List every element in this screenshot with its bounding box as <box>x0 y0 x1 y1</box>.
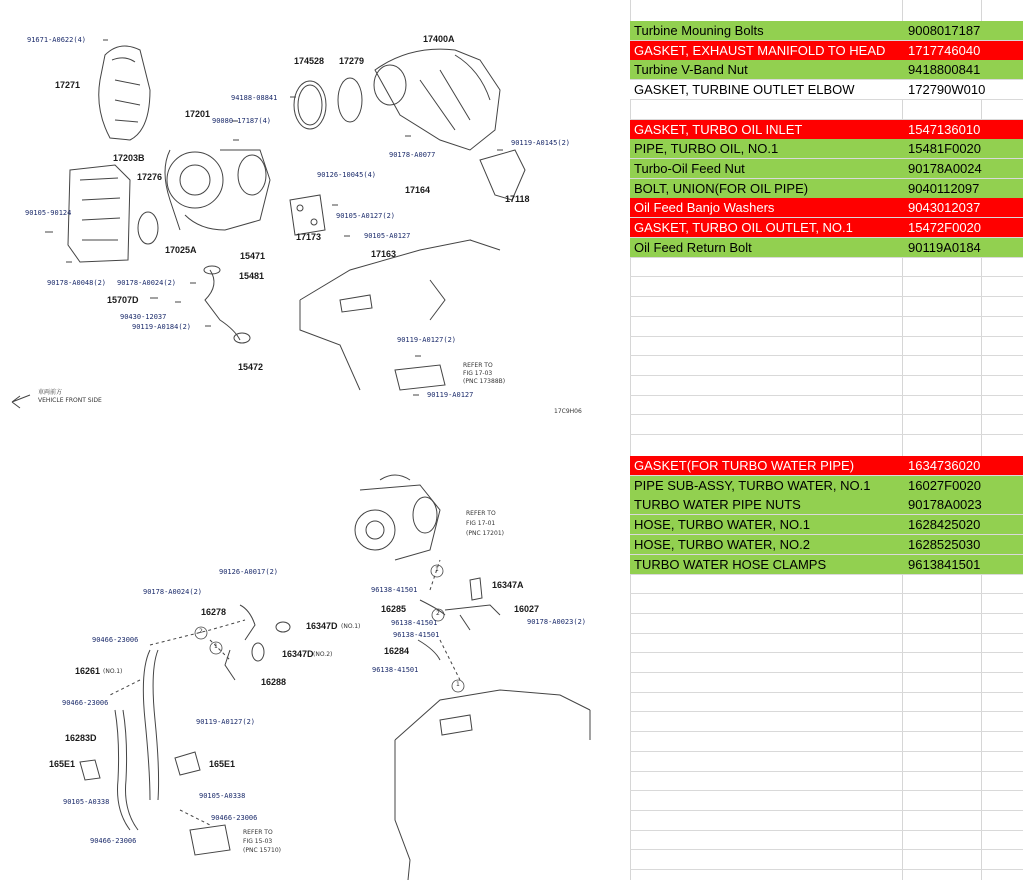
parts-row[interactable] <box>630 100 1023 120</box>
part-label-90105-a0338-right: 90105-A0338 <box>199 792 246 800</box>
refer-to-bottom: REFER TO <box>243 829 273 836</box>
part-label-90178-a0077: 90178-A0077 <box>389 151 436 159</box>
empty-row[interactable] <box>630 830 1023 850</box>
part-note-16261-no1: (NO.1) <box>103 668 123 675</box>
empty-row[interactable] <box>630 376 1023 396</box>
part-number-cell[interactable]: 15481F0020 <box>908 141 982 157</box>
turbo-water-diagram <box>0 440 630 880</box>
part-number-cell[interactable]: 16027F0020 <box>908 477 982 493</box>
empty-row[interactable] <box>630 356 1023 376</box>
part-name-cell[interactable]: HOSE, TURBO WATER, NO.2 <box>634 536 811 552</box>
empty-row[interactable] <box>630 257 1023 277</box>
part-label-90178-a0048: 90178-A0048(2) <box>47 279 107 287</box>
part-label-90105-a0338-left: 90105-A0338 <box>63 798 110 806</box>
part-label-90466-23006-a: 90466-23006 <box>92 636 139 644</box>
part-label-96138-41501-a: 96138-41501 <box>371 586 418 594</box>
refer-pnc-bottom: (PNC 15710) <box>243 847 281 854</box>
parts-row[interactable] <box>630 198 1023 218</box>
empty-row[interactable] <box>630 594 1023 614</box>
part-name-cell[interactable]: Turbo-Oil Feed Nut <box>634 160 745 176</box>
part-number-cell[interactable]: 90178A0023 <box>908 497 982 513</box>
empty-row[interactable] <box>630 653 1023 673</box>
empty-row[interactable] <box>630 574 1023 594</box>
part-label-91671-a0622: 91671-A0622(4) <box>27 36 87 44</box>
parts-row[interactable] <box>630 218 1023 238</box>
part-number-cell[interactable]: 1628425020 <box>908 517 981 533</box>
direction-label-jp: 車両前方 <box>38 389 63 396</box>
part-name-cell[interactable]: GASKET, EXHAUST MANIFOLD TO HEAD <box>634 42 886 58</box>
parts-row[interactable] <box>630 555 1023 575</box>
parts-row[interactable] <box>630 238 1023 258</box>
part-label-90178-a0024: 90178-A0024(2) <box>143 588 203 596</box>
callout-1b: 1 <box>456 681 460 688</box>
part-label-90119-a0127-2: 90119-A0127(2) <box>397 336 457 344</box>
part-name-cell[interactable]: TURBO WATER HOSE CLAMPS <box>634 556 827 572</box>
part-label-16027: 16027 <box>514 604 540 614</box>
part-label-90466-23006-c: 90466-23006 <box>211 814 258 822</box>
refer-fig-bottom: FIG 15-03 <box>243 838 273 845</box>
empty-row[interactable] <box>630 732 1023 752</box>
refer-pnc-top: (PNC 17201) <box>466 530 504 537</box>
turbo-water-drawing <box>0 440 630 880</box>
empty-row[interactable] <box>630 277 1023 297</box>
parts-row[interactable] <box>630 515 1023 535</box>
parts-row[interactable] <box>630 60 1023 80</box>
part-label-17271: 17271 <box>55 80 81 90</box>
parts-row[interactable] <box>630 80 1023 100</box>
part-number-cell[interactable]: 9043012037 <box>908 200 981 216</box>
part-label-17400a: 17400A <box>423 34 455 44</box>
part-label-17276: 17276 <box>137 172 163 182</box>
part-name-cell[interactable]: Oil Feed Return Bolt <box>634 239 752 255</box>
part-label-90119-a0127: 90119-A0127 <box>427 391 474 399</box>
part-note-no2: (NO.2) <box>313 651 333 658</box>
figure-code: 17C9H06 <box>554 408 582 415</box>
part-number-cell[interactable]: 9613841501 <box>908 556 981 572</box>
parts-row[interactable] <box>630 139 1023 159</box>
part-label-90105-a0127: 90105-A0127 <box>364 232 411 240</box>
part-number-cell[interactable]: 172790W010 <box>908 82 986 98</box>
empty-row[interactable] <box>630 771 1023 791</box>
part-name-cell[interactable]: Turbine V-Band Nut <box>634 62 748 78</box>
part-label-17173: 17173 <box>296 232 322 242</box>
part-label-90430-12037: 90430-12037 <box>120 313 167 321</box>
callout-1c: 1 <box>214 643 218 650</box>
part-label-90178-a0023: 90178-A0023(2) <box>527 618 587 626</box>
part-label-174528: 174528 <box>294 56 325 66</box>
part-number-cell[interactable]: 15472F0020 <box>908 220 982 235</box>
part-name-cell[interactable]: GASKET, TURBO OIL INLET <box>634 121 803 137</box>
part-label-17201: 17201 <box>185 109 211 119</box>
refer-pnc-label: (PNC 17388B) <box>463 378 506 385</box>
empty-row[interactable] <box>630 395 1023 415</box>
part-label-90105-90124: 90105-90124 <box>25 209 72 217</box>
part-number-cell[interactable]: 9418800841 <box>908 62 981 78</box>
part-number-cell[interactable]: 9008017187 <box>908 23 981 38</box>
part-label-15471: 15471 <box>240 251 266 261</box>
part-label-96138-41501-b: 96138-41501 <box>391 619 438 627</box>
part-label-15472: 15472 <box>238 362 264 372</box>
parts-spreadsheet <box>630 0 1023 880</box>
empty-row[interactable] <box>630 791 1023 811</box>
part-label-16284: 16284 <box>384 646 410 656</box>
part-label-94188-08841: 94188-08841 <box>231 94 278 102</box>
part-label-90105-a0127-2: 90105-A0127(2) <box>336 212 396 220</box>
refer-to-top: REFER TO <box>466 510 496 517</box>
part-label-16283d: 16283D <box>65 733 97 743</box>
empty-row[interactable] <box>630 415 1023 435</box>
part-name-cell[interactable]: GASKET(FOR TURBO WATER PIPE) <box>634 458 855 473</box>
empty-row[interactable] <box>630 633 1023 653</box>
callout-2a: 2 <box>436 610 440 617</box>
empty-row[interactable] <box>630 712 1023 732</box>
part-note-no1: (NO.1) <box>341 623 361 630</box>
empty-row[interactable] <box>630 614 1023 634</box>
empty-row[interactable] <box>630 336 1023 356</box>
part-number-cell[interactable]: 1547136010 <box>908 121 981 137</box>
part-label-90119-a0127: 90119-A0127(2) <box>196 718 256 726</box>
parts-row[interactable] <box>630 179 1023 199</box>
part-label-90126-a0017: 90126-A0017(2) <box>219 568 279 576</box>
part-label-15481: 15481 <box>239 271 265 281</box>
part-name-cell[interactable]: Turbine Mouning Bolts <box>634 23 764 38</box>
part-label-16285: 16285 <box>381 604 407 614</box>
refer-fig-top: FIG 17-01 <box>466 520 496 527</box>
part-number-cell[interactable]: 9040112097 <box>908 180 980 196</box>
parts-row[interactable] <box>630 535 1023 555</box>
refer-fig-label: FIG 17-03 <box>463 370 493 377</box>
empty-row[interactable] <box>630 673 1023 693</box>
empty-row[interactable] <box>630 850 1023 870</box>
parts-row[interactable] <box>630 21 1023 41</box>
part-label-16261: 16261 <box>75 666 101 676</box>
part-label-90466-23006-d: 90466-23006 <box>90 837 137 845</box>
part-label-16288: 16288 <box>261 677 287 687</box>
part-name-cell[interactable]: BOLT, UNION(FOR OIL PIPE) <box>634 180 809 196</box>
parts-row[interactable] <box>630 41 1023 61</box>
part-number-cell[interactable]: 1717746040 <box>908 42 981 58</box>
part-label-90466-23006-b: 90466-23006 <box>62 699 109 707</box>
part-label-16347d-2: 16347D <box>282 649 314 659</box>
parts-row[interactable] <box>630 159 1023 179</box>
parts-row[interactable] <box>630 476 1023 496</box>
part-label-90119-a0184: 90119-A0184(2) <box>132 323 192 331</box>
empty-row[interactable] <box>630 692 1023 712</box>
part-label-16347a: 16347A <box>492 580 524 590</box>
part-label-17203b: 17203B <box>113 153 145 163</box>
part-name-cell[interactable]: GASKET, TURBO OIL OUTLET, NO.1 <box>634 220 853 235</box>
part-label-90119-a0145: 90119-A0145(2) <box>511 139 571 147</box>
parts-row[interactable] <box>630 456 1023 476</box>
part-label-17164: 17164 <box>405 185 431 195</box>
part-label-17025a: 17025A <box>165 245 197 255</box>
part-name-cell[interactable]: Oil Feed Banjo Washers <box>634 200 775 216</box>
part-name-cell[interactable]: HOSE, TURBO WATER, NO.1 <box>634 517 811 533</box>
part-label-165e1-right: 165E1 <box>209 759 236 769</box>
part-label-16347d-1: 16347D <box>306 621 338 631</box>
part-name-cell[interactable]: PIPE SUB-ASSY, TURBO WATER, NO.1 <box>634 477 871 493</box>
part-label-96138-41501-c: 96138-41501 <box>393 631 440 639</box>
part-label-16278: 16278 <box>201 607 227 617</box>
part-number-cell[interactable]: 1628525030 <box>908 536 981 552</box>
part-number-cell[interactable]: 90178A0024 <box>908 160 982 176</box>
empty-row[interactable] <box>630 752 1023 772</box>
part-label-17279: 17279 <box>339 56 365 66</box>
callout-1a: 1 <box>435 566 439 573</box>
part-name-cell[interactable]: GASKET, TURBINE OUTLET ELBOW <box>634 82 855 98</box>
part-name-cell[interactable]: PIPE, TURBO OIL, NO.1 <box>634 141 779 157</box>
part-number-cell[interactable]: 90119A0184 <box>908 239 981 255</box>
part-label-90126-10045: 90126-10045(4) <box>317 171 377 179</box>
refer-to-label: REFER TO <box>463 362 493 369</box>
direction-label-en: VEHICLE FRONT SIDE <box>38 397 102 404</box>
part-label-15707d: 15707D <box>107 295 139 305</box>
part-label-90080-17187: 90080-17187(4) <box>212 117 272 125</box>
turbo-assembly-diagram <box>0 0 630 440</box>
parts-row[interactable] <box>630 120 1023 140</box>
empty-row[interactable] <box>630 811 1023 831</box>
part-label-17163: 17163 <box>371 249 397 259</box>
part-label-90178-a0024: 90178-A0024(2) <box>117 279 177 287</box>
part-label-96138-41501-d: 96138-41501 <box>372 666 419 674</box>
parts-row[interactable] <box>630 495 1023 515</box>
turbo-assembly-drawing <box>0 0 630 440</box>
empty-row[interactable] <box>630 297 1023 317</box>
empty-row[interactable] <box>630 317 1023 337</box>
part-label-165e1-left: 165E1 <box>49 759 76 769</box>
part-name-cell[interactable]: TURBO WATER PIPE NUTS <box>634 497 801 513</box>
part-number-cell[interactable]: 1634736020 <box>908 458 981 473</box>
callout-2b: 2 <box>199 628 203 635</box>
part-label-17118: 17118 <box>505 194 530 204</box>
